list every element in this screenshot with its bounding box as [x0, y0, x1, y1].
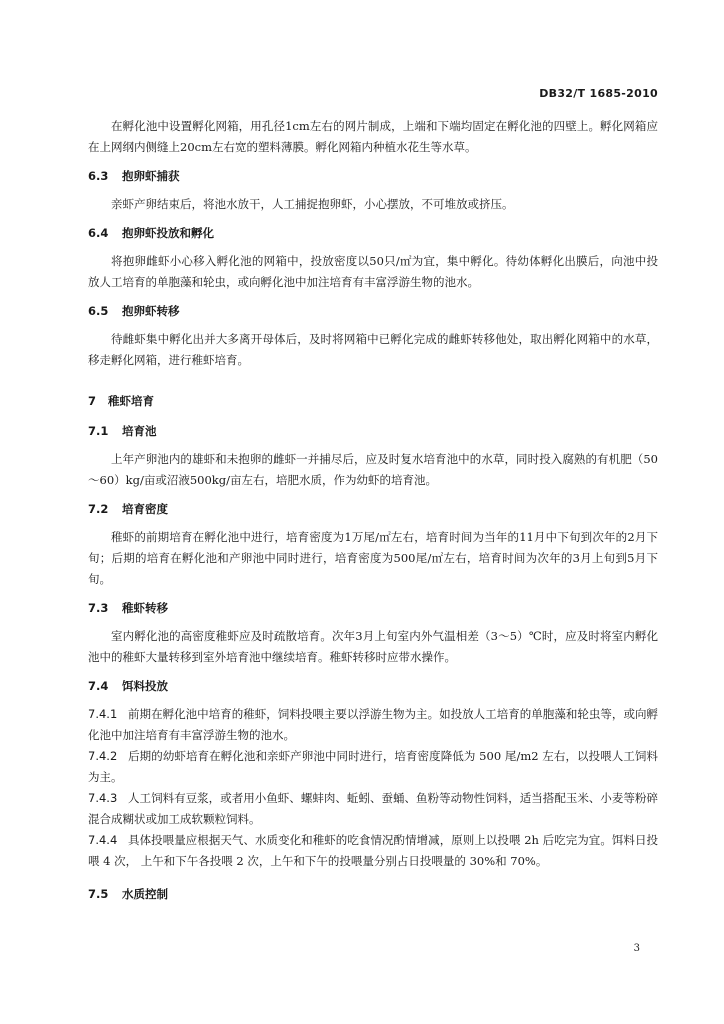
section-heading-7-2 [88, 499, 658, 519]
clause-7-4-3 [88, 788, 658, 830]
paragraph-6-5: 待雌虾集中孵化出并大多离开母体后，及时将网箱中已孵化完成的雌虾转移他处，取出孵化网箱中的水草，移走孵化网箱，进行稚虾培育。 [88, 332, 658, 367]
clause-text: 后期的幼虾培育在孵化池和亲虾产卵池中同时进行，培育密度降低为 500 尾/m2 左右，以投喂人工饲料为主。 [88, 749, 658, 784]
chapter-number: 7 [88, 394, 97, 408]
clause-number: 7.4.1 [88, 707, 118, 721]
section-title: 抱卵虾转移 [122, 304, 180, 318]
clause-7-4-2 [88, 746, 658, 788]
section-heading-6-3 [88, 166, 658, 186]
clause-7-4-1 [88, 704, 658, 746]
section-title: 抱卵虾投放和孵化 [122, 226, 214, 240]
paragraph-6-4: 将抱卵雌虾小心移入孵化池的网箱中，投放密度以50只/㎡为宜，集中孵化。待幼体孵化出膜后，向池中投放人工培育的单胞藻和轮虫，或向孵化池中加注培育有丰富浮游生物的池水。 [88, 254, 658, 289]
section-heading-6-5 [88, 301, 658, 321]
section-title: 抱卵虾捕获 [122, 169, 180, 183]
section-number: 7.5 [88, 887, 109, 901]
clause-text: 前期在孵化池中培育的稚虾，饲料投喂主要以浮游生物为主。如投放人工培育的单胞藻和轮虫等，或向孵化池中加注培育有丰富浮游生物的池水。 [88, 707, 658, 742]
clause-text: 具体投喂量应根据天气、水质变化和稚虾的吃食情况酌情增减，原则上以投喂 2h 后吃完为宜。饵料日投喂 4 次， 上午和下午各投喂 2 次，上午和下午的投喂量分别占日投喂量的 30%和 70%。 [88, 833, 658, 868]
page-number: 3 [633, 943, 640, 954]
section-number: 6.4 [88, 226, 109, 240]
clause-number: 7.4.2 [88, 749, 118, 763]
section-title: 培育池 [122, 424, 157, 438]
paragraph-hatching-cage: 在孵化池中设置孵化网箱，用孔径1cm左右的网片制成，上端和下端均固定在孵化池的四壁上。孵化网箱应在上网纲内侧缝上20cm左右宽的塑料薄膜。孵化网箱内种植水花生等水草。 [88, 119, 658, 154]
chapter-heading-7 [88, 391, 658, 411]
section-title: 水质控制 [122, 887, 168, 901]
section-number: 7.2 [88, 502, 109, 516]
section-heading-7-3 [88, 598, 658, 618]
clause-number: 7.4.4 [88, 833, 118, 847]
section-heading-6-4 [88, 223, 658, 243]
section-heading-7-4 [88, 676, 658, 696]
section-title: 稚虾转移 [122, 601, 168, 615]
clause-number: 7.4.3 [88, 791, 118, 805]
clause-7-4-4 [88, 830, 658, 872]
clause-text: 人工饲料有豆浆，或者用小鱼虾、螺蚌肉、蚯蚓、蚕蛹、鱼粉等动物性饲料，适当搭配玉米、小麦等粉碎混合成糊状或加工成软颗粒饲料。 [88, 791, 658, 826]
section-title: 培育密度 [122, 502, 168, 516]
page-content [88, 116, 658, 912]
chapter-title: 稚虾培育 [108, 394, 154, 408]
section-number: 7.3 [88, 601, 109, 615]
standard-code: DB32/T 1685-2010 [539, 87, 658, 100]
section-number: 7.4 [88, 679, 109, 693]
section-number: 6.5 [88, 304, 109, 318]
section-heading-7-5 [88, 884, 658, 904]
paragraph-6-3: 亲虾产卵结束后，将池水放干，人工捕捉抱卵虾，小心摆放，不可堆放或挤压。 [111, 197, 514, 211]
section-number: 7.1 [88, 424, 109, 438]
paragraph-7-3: 室内孵化池的高密度稚虾应及时疏散培育。次年3月上旬室内外气温相差（3～5）℃时，应及时将室内孵化池中的稚虾大量转移到室外培育池中继续培育。稚虾转移时应带水操作。 [88, 629, 658, 664]
section-number: 6.3 [88, 169, 109, 183]
section-heading-7-1 [88, 421, 658, 441]
section-title: 饵料投放 [122, 679, 168, 693]
paragraph-7-2: 稚虾的前期培育在孵化池中进行，培育密度为1万尾/㎡左右，培育时间为当年的11月中下旬到次年的2月下旬；后期的培育在孵化池和产卵池中同时进行，培育密度为500尾/㎡左右，培育时间为次年的3月上旬到5月下旬。 [88, 530, 658, 586]
paragraph-7-1: 上年产卵池内的雄虾和未抱卵的雌虾一并捕尽后，应及时复水培育池中的水草，同时投入腐熟的有机肥（50～60）kg/亩或沼液500kg/亩左右，培肥水质，作为幼虾的培育池。 [88, 452, 658, 487]
